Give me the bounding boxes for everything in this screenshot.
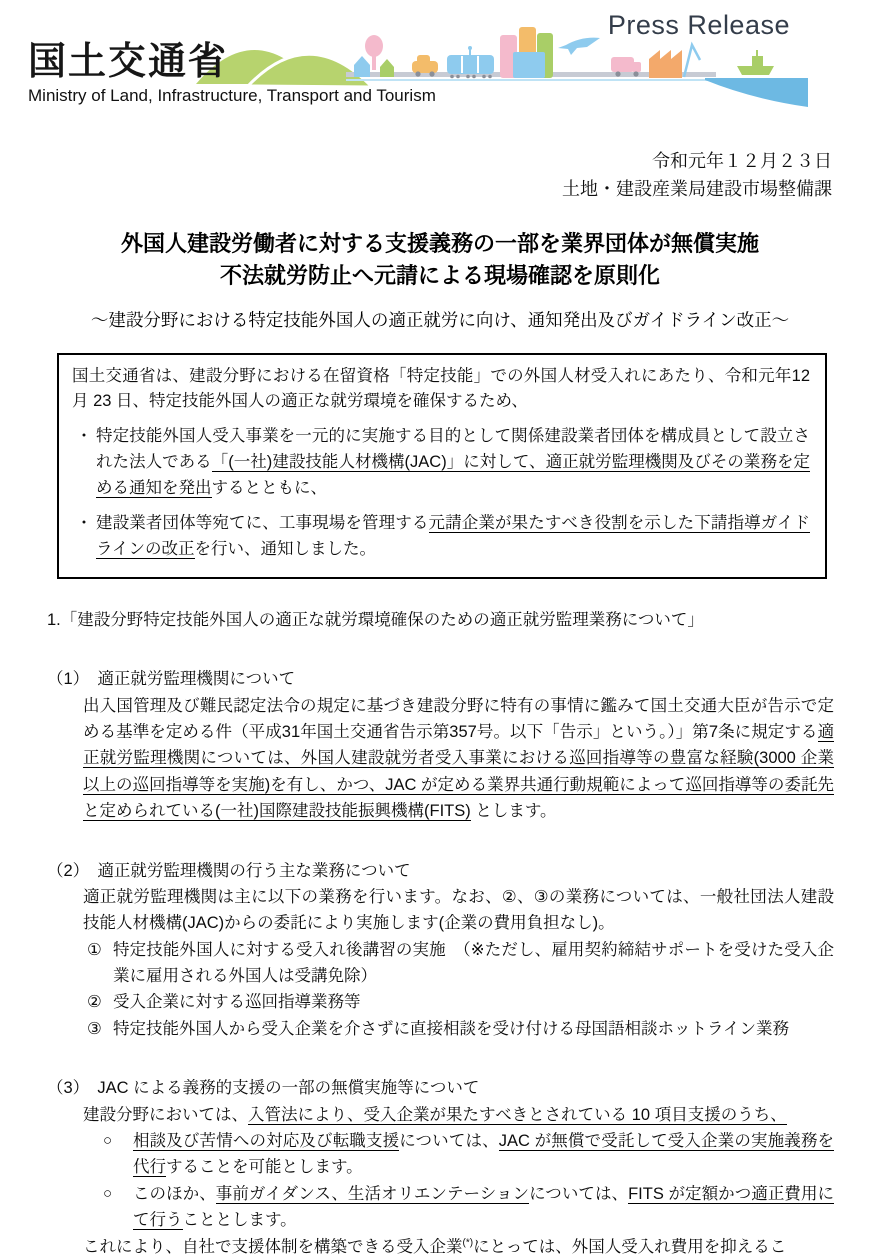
item-text: 受入企業に対する巡回指導業務等 [113, 993, 361, 1012]
press-release-label: Press Release [607, 10, 790, 40]
item-text: このほか、事前ガイダンス、生活オリエンテーションについては、FITS が定額かつ適正費用にて行うこととします。 [133, 1184, 834, 1230]
mlit-logo-text: 国土交通省 [28, 41, 229, 83]
summary-box [57, 353, 827, 579]
subsection-1-body: 出入国管理及び難民認定法令の規定に基づき建設分野に特有の事情に鑑みて国土交通大臣が告示で定める基準を定める件（平成31年国土交通省告示第357号。以下「告示」という。）」第7条に規定する適正就労監理機関については、外国人建設就労者受入事業における巡回指導等の豊富な経験(3000 企業以上の巡回指導等を実施)を有し、かつ、JAC が定める業界共通行動規範によって巡回指導等の委託先と定められている(一社)国際建設技能振興機構(FITS) とします。 [83, 696, 834, 821]
circled-number-marker: ② [87, 993, 102, 1012]
factory-icon [649, 50, 682, 78]
title-line-2: 不法就労防止へ元請による現場確認を原則化 [219, 262, 660, 288]
item-text: 相談及び苦情への対応及び転職支援については、JAC が無償で受託して受入企業の実施義務を代行することを可能とします。 [133, 1132, 835, 1177]
meta-block [0, 148, 880, 204]
document-subtitle: ～建設分野における特定技能外国人の適正就労に向け、通知発出及びガイドライン改正～ [90, 309, 790, 330]
person-icon [354, 56, 370, 77]
ministry-name-en: Ministry of Land, Infrastructure, Transport and Tourism [28, 86, 436, 105]
airplane-icon [558, 38, 600, 55]
circle-marker: ○ [103, 1132, 113, 1150]
list-item [47, 989, 834, 1015]
summary-bullet-list [72, 424, 810, 562]
subsection-2-intro: 適正就労監理機関は主に以下の業務を行います。なお、②、③の業務については、一般社団法人建設技能人材機構(JAC)からの委託により実施します(企業の費用負担なし)。 [83, 887, 834, 933]
release-date: 令和元年１２月２３日 [652, 151, 832, 171]
item-text: 特定技能外国人に対する受入れ後講習の実施 （※ただし、雇用契約締結サポートを受けた受入企業に雇用される外国人は受講免除） [113, 940, 834, 986]
circled-number-marker: ③ [87, 1019, 102, 1038]
circle-marker: ○ [103, 1184, 113, 1202]
mlit-header [0, 0, 880, 112]
document-title [0, 228, 880, 292]
circled-number-marker: ① [87, 940, 102, 959]
subsection-3-heading: （3） JAC による義務的支援の一部の無償実施等について [47, 1079, 480, 1098]
list-item [72, 511, 810, 563]
road-line-icon [346, 79, 716, 81]
subsection-3-closing: これにより、自社で支援体制を構築できる受入企業(*)にとっては、外国人受入れ費用を抑えるこ [83, 1237, 787, 1256]
section-1-heading: 1.「建設分野特定技能外国人の適正な就労環境確保のための適正就労監理業務について」 [47, 610, 704, 629]
list-item [47, 1181, 834, 1234]
body-sections [0, 607, 880, 1260]
subsection-2-heading: （2） 適正就労監理機関の行う主な業務について [47, 861, 411, 880]
subsection-3-intro: 建設分野においては、入管法により、受入企業が果たすべきとされている 10 項目支援のうち、 [83, 1105, 787, 1124]
bullet-text: 建設業者団体等宛てに、工事現場を管理する元請企業が果たすべき役割を示した下請指導ガイドラインの改正を行い、通知しました。 [96, 514, 810, 558]
person-icon [380, 59, 394, 77]
title-line-1: 外国人建設労働者に対する支援義務の一部を業界団体が無償実施 [120, 230, 759, 256]
tree-icon [365, 35, 383, 57]
bullet-marker: ・ [75, 427, 93, 446]
subsection-1-heading: （1） 適正就労監理機関について [47, 670, 296, 689]
list-item [47, 937, 834, 990]
item-text: 特定技能外国人から受入企業を介さずに直接相談を受け付ける母国語相談ホットライン業務 [113, 1019, 790, 1038]
issuing-department: 土地・建設産業局建設市場整備課 [562, 178, 832, 199]
list-item [72, 424, 810, 502]
building-icon [513, 52, 545, 78]
subsection-2-item-list [47, 937, 834, 1043]
subsection-3-item-list [47, 1128, 834, 1234]
truck-icon [611, 57, 634, 72]
bullet-marker: ・ [75, 514, 93, 533]
bullet-text: 特定技能外国人受入事業を一元的に実施する目的として関係建設業者団体を構成員として設立された法人である「(一社)建設技能人材機構(JAC)」に対して、適正就労監理機関及びその業務を定める通知を発出するとともに、 [96, 427, 810, 498]
summary-intro: 国土交通省は、建設分野における在留資格「特定技能」での外国人材受入れにあたり、令和元年12 月 23 日、特定技能外国人の適正な就労環境を確保するため、 [72, 366, 810, 411]
list-item [47, 1016, 834, 1042]
sea-icon [705, 78, 808, 107]
list-item [47, 1128, 834, 1181]
